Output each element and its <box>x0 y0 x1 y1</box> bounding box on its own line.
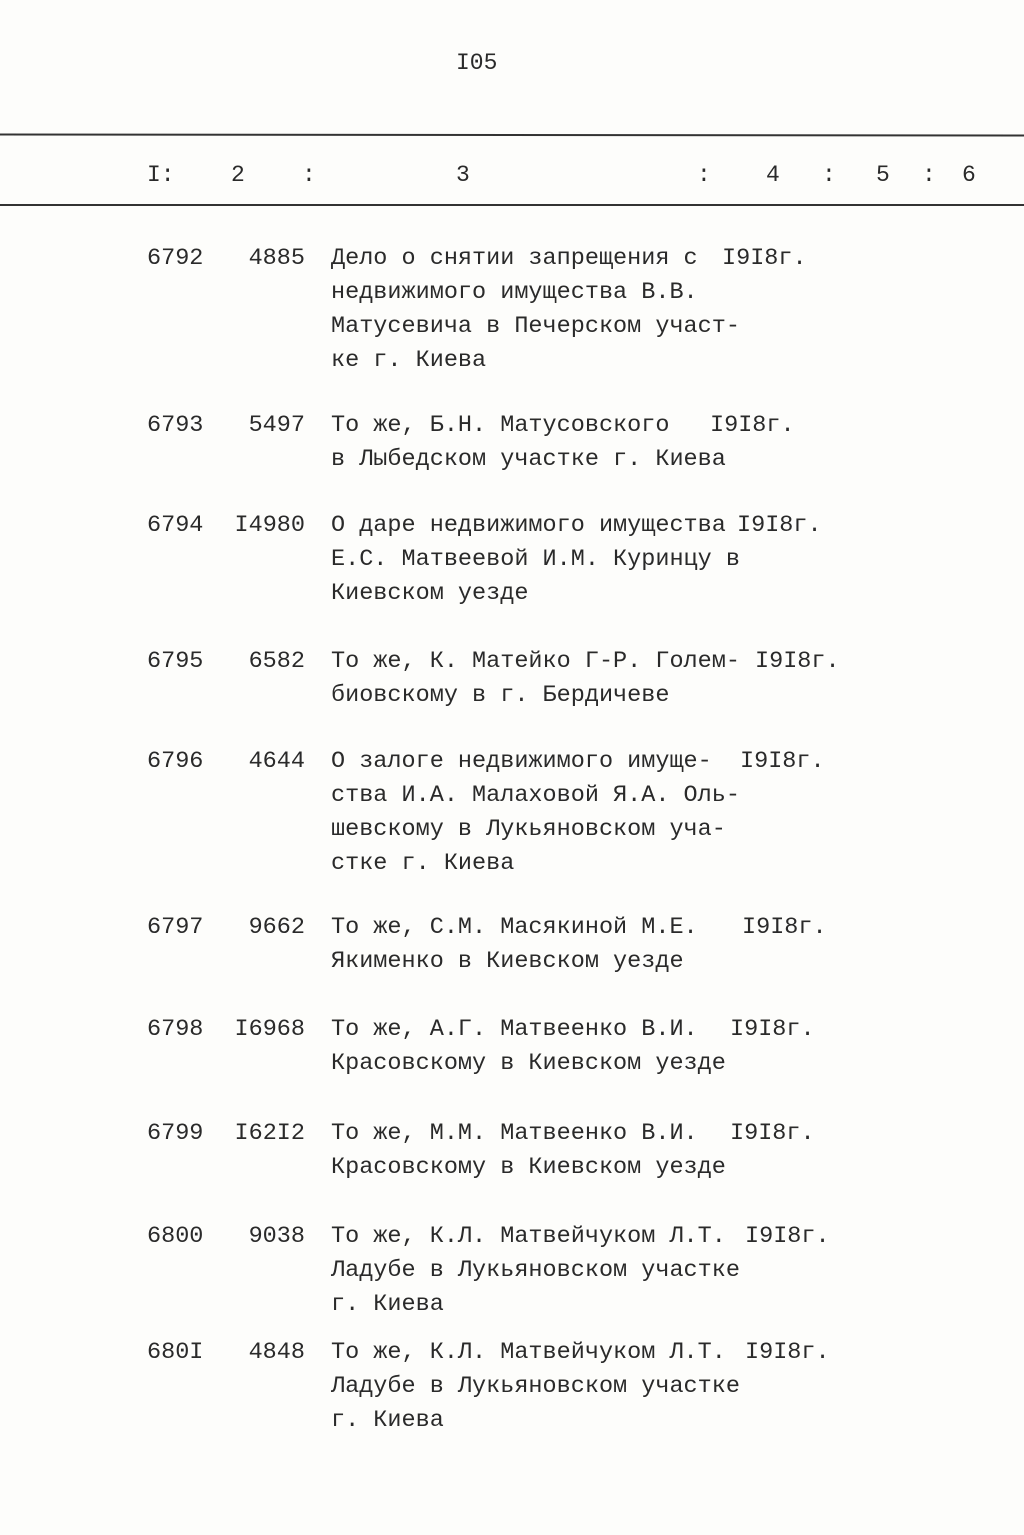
entry-description <box>331 745 740 881</box>
header-sep: : <box>697 162 711 188</box>
archive-number: 5497 <box>248 412 305 439</box>
archive-number: 4848 <box>248 1339 305 1366</box>
header-col: 2 <box>231 162 245 188</box>
description-line: То же, А.Г. Матвеенко В.И. <box>331 1016 698 1043</box>
entry-description <box>331 409 726 477</box>
entry-year: I9I8г. <box>722 245 807 272</box>
description-line: Якименко в Киевском уезде <box>331 948 684 975</box>
header-col: 5 <box>876 162 890 188</box>
entry-year: I9I8г. <box>745 1223 830 1250</box>
entry-number: 6792 <box>147 245 204 272</box>
description-line: То же, С.М. Масякиной М.Е. <box>331 914 698 941</box>
description-line: То же, К.Л. Матвейчуком Л.Т. <box>331 1339 726 1366</box>
archive-number: 9038 <box>248 1223 305 1250</box>
entry-year: I9I8г. <box>737 512 822 539</box>
description-line: ства И.А. Малаховой Я.А. Оль- <box>331 782 740 809</box>
header-rule <box>0 204 1024 206</box>
entry-number: 6794 <box>147 512 204 539</box>
entry-description <box>331 1220 740 1322</box>
header-sep: : <box>922 162 936 188</box>
entry-year: I9I8г. <box>742 914 827 941</box>
page-number: I05 <box>456 50 498 76</box>
description-line: ке г. Киева <box>331 347 487 374</box>
description-line: То же, М.М. Матвеенко В.И. <box>331 1120 698 1147</box>
entry-year: I9I8г. <box>745 1339 830 1366</box>
archive-number: I4980 <box>234 512 305 539</box>
header-col: 4 <box>766 162 780 188</box>
archive-number: I6968 <box>234 1016 305 1043</box>
entry-year: I9I8г. <box>740 748 825 775</box>
entry-number: 6796 <box>147 748 204 775</box>
description-line: шевскому в Лукьяновском уча- <box>331 816 726 843</box>
entry-description <box>331 645 740 713</box>
entry-description <box>331 1013 726 1081</box>
entry-number: 6799 <box>147 1120 204 1147</box>
entry-description <box>331 1336 740 1438</box>
entry-number: 6800 <box>147 1223 204 1250</box>
description-line: То же, К.Л. Матвейчуком Л.Т. <box>331 1223 726 1250</box>
archive-number: I62I2 <box>234 1120 305 1147</box>
entry-number: 6795 <box>147 648 204 675</box>
description-line: О даре недвижимого имущества <box>331 512 726 539</box>
entry-number: 6797 <box>147 914 204 941</box>
header-sep: : <box>302 162 316 188</box>
description-line: стке г. Киева <box>331 850 515 877</box>
header-col: 6 <box>962 162 976 188</box>
entry-number: 6798 <box>147 1016 204 1043</box>
description-line: г. Киева <box>331 1407 444 1434</box>
description-line: биовскому в г. Бердичеве <box>331 682 670 709</box>
archive-number: 6582 <box>248 648 305 675</box>
entry-number: 6793 <box>147 412 204 439</box>
top-rule <box>0 134 1024 137</box>
entry-number: 680I <box>147 1339 204 1366</box>
description-line: Киевском уезде <box>331 580 529 607</box>
description-line: Красовскому в Киевском уезде <box>331 1154 726 1181</box>
description-line: Красовскому в Киевском уезде <box>331 1050 726 1077</box>
description-line: недвижимого имущества В.В. <box>331 279 698 306</box>
entry-year: I9I8г. <box>730 1016 815 1043</box>
entry-description <box>331 509 740 611</box>
description-line: в Лыбедском участке г. Киева <box>331 446 726 473</box>
entry-year: I9I8г. <box>755 648 840 675</box>
archive-number: 4644 <box>248 748 305 775</box>
header-col: 3 <box>456 162 470 188</box>
description-line: То же, К. Матейко Г-Р. Голем- <box>331 648 740 675</box>
archive-number: 4885 <box>248 245 305 272</box>
entry-description <box>331 242 740 378</box>
description-line: Дело о снятии запрещения с <box>331 245 698 272</box>
description-line: Е.С. Матвеевой И.М. Куринцу в <box>331 546 740 573</box>
description-line: То же, Б.Н. Матусовского <box>331 412 670 439</box>
description-line: Ладубе в Лукьяновском участке <box>331 1373 740 1400</box>
entry-year: I9I8г. <box>710 412 795 439</box>
entry-description <box>331 911 698 979</box>
entry-description <box>331 1117 726 1185</box>
entry-year: I9I8г. <box>730 1120 815 1147</box>
description-line: г. Киева <box>331 1291 444 1318</box>
header-col: I: <box>147 162 175 188</box>
header-sep: : <box>822 162 836 188</box>
description-line: О залоге недвижимого имуще- <box>331 748 712 775</box>
description-line: Ладубе в Лукьяновском участке <box>331 1257 740 1284</box>
description-line: Матусевича в Печерском участ- <box>331 313 740 340</box>
archive-number: 9662 <box>248 914 305 941</box>
